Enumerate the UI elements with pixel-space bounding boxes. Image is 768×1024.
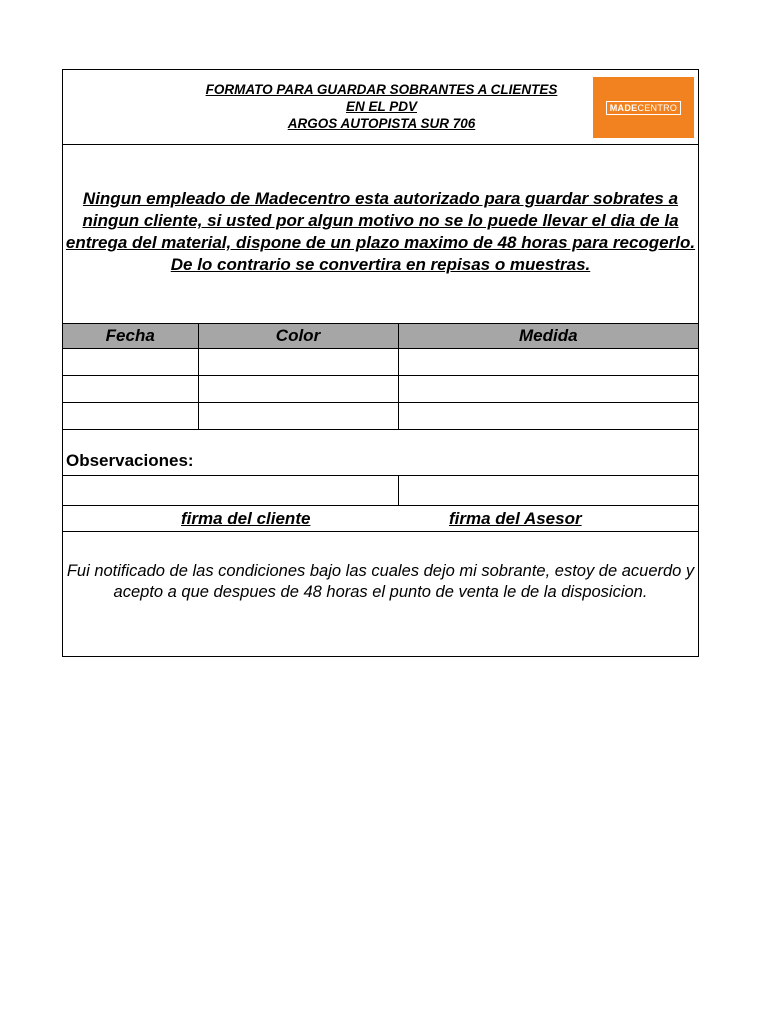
table-row <box>63 376 698 403</box>
table-header-row <box>63 324 698 349</box>
signature-fields-row <box>63 475 698 506</box>
fecha-cell[interactable] <box>63 403 198 430</box>
notice-text: Ningun empleado de Madecentro esta autorizado para guardar sobrates a ningun cliente, si usted por algun motivo no se lo puede llevar el dia de la entrega del material, dispone de un plazo maximo de 48 horas para recogerlo. De lo contrario se convertira en repisas o muestras. <box>65 189 696 274</box>
sobrantes-form <box>62 69 699 657</box>
color-cell[interactable] <box>198 349 398 376</box>
column-header-fecha: Fecha <box>63 324 198 349</box>
color-cell[interactable] <box>198 376 398 403</box>
medida-cell[interactable] <box>398 403 698 430</box>
table-row <box>63 349 698 376</box>
client-signature-label: firma del cliente <box>181 509 311 528</box>
fecha-cell[interactable] <box>63 349 198 376</box>
logo-text-bold: MADE <box>609 102 638 113</box>
logo-wordmark <box>606 101 682 115</box>
title-line-3: ARGOS AUTOPISTA SUR 706 <box>287 116 476 131</box>
advisor-signature-field[interactable] <box>399 476 698 506</box>
column-header-color: Color <box>198 324 398 349</box>
medida-cell[interactable] <box>398 376 698 403</box>
observations-label: Observaciones: <box>66 451 194 470</box>
form-header <box>63 70 698 145</box>
signature-labels-row <box>63 506 698 532</box>
madecentro-logo <box>593 77 694 138</box>
title-line-2: EN EL PDV <box>345 99 418 114</box>
client-signature-field[interactable] <box>63 476 398 506</box>
logo-text-rest: CENTRO <box>637 102 678 113</box>
table-row <box>63 403 698 430</box>
title-line-1: FORMATO PARA GUARDAR SOBRANTES A CLIENTES <box>205 82 558 97</box>
color-cell[interactable] <box>198 403 398 430</box>
medida-cell[interactable] <box>398 349 698 376</box>
items-table <box>63 323 698 430</box>
advisor-signature-label: firma del Asesor <box>449 509 582 528</box>
acknowledgement-text: Fui notificado de las condiciones bajo las cuales dejo mi sobrante, estoy de acuerdo y acepto a que despues de 48 horas el punto de venta le de la disposicion. <box>66 562 695 601</box>
fecha-cell[interactable] <box>63 376 198 403</box>
column-header-medida: Medida <box>398 324 698 349</box>
